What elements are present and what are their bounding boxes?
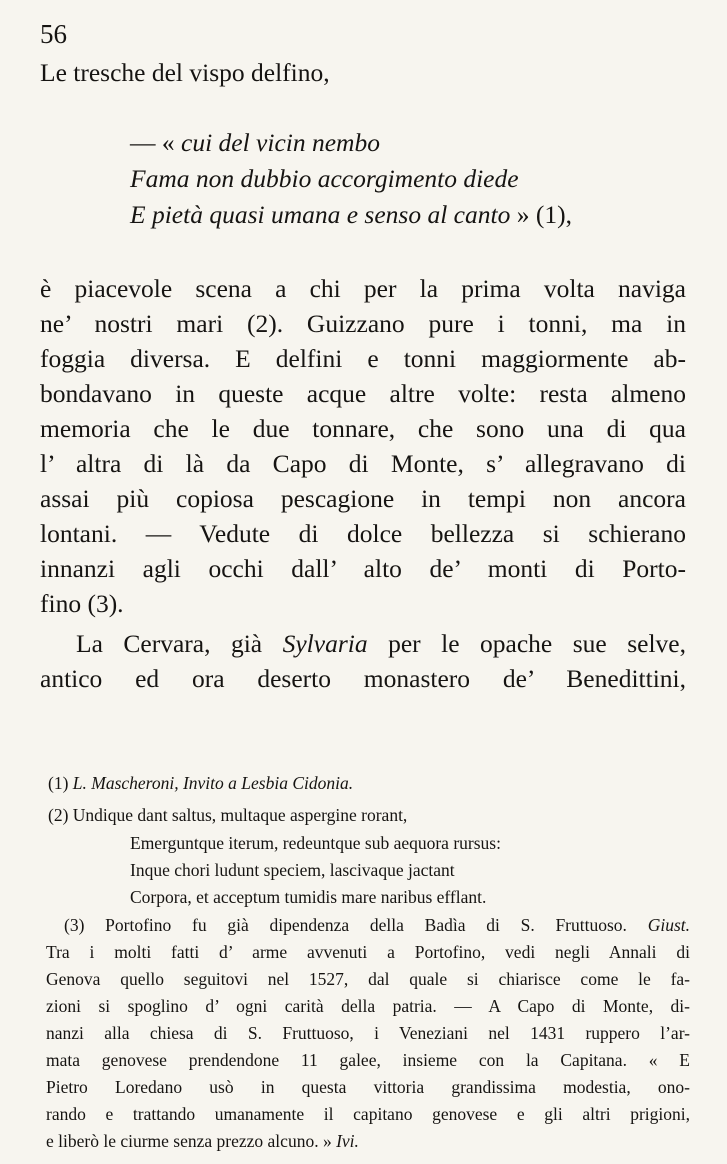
- footnote-line: [46, 1128, 359, 1154]
- verse-line: [130, 126, 380, 160]
- verse-text: cui del vicin nembo: [181, 128, 380, 157]
- verse-text: E pietà quasi umana e senso al canto: [130, 200, 511, 229]
- footnote-text: L. Mascheroni, Invito a Lesbia Cidonia.: [72, 773, 354, 793]
- footnote-citation: Ivi.: [336, 1131, 359, 1151]
- footnote-line: Genova quello seguitovi nel 1527, dal quale si chiarisce come le fa-: [46, 969, 690, 989]
- footnote-verse: Inque chori ludunt speciem, lascivaque jactant: [130, 860, 455, 880]
- footnote-line: nanzi alla chiesa di S. Fruttuoso, i Veneziani nel 1431 ruppero l’ar-: [46, 1023, 690, 1043]
- text-line: fino (3).: [40, 589, 124, 618]
- text-line: memoria che le due tonnare, che sono una di qua: [40, 414, 686, 443]
- text-span: per le opache sue selve,: [367, 629, 686, 658]
- footnote-verse: Undique dant saltus, multaque aspergine rorant,: [72, 805, 408, 825]
- footnote-text: e liberò le ciurme senza prezzo alcuno. »: [46, 1131, 337, 1151]
- footnote-1: [48, 770, 353, 796]
- text-line: innanzi agli occhi dall’ alto de’ monti di Porto-: [40, 554, 686, 583]
- footnote-line: rando e trattando umanamente il capitano genovese e gli altri prigioni,: [46, 1104, 690, 1124]
- text-line: assai più copiosa pescagione in tempi non ancora: [40, 484, 686, 513]
- text-line: ne’ nostri mari (2). Guizzano pure i tonni, ma in: [40, 309, 686, 338]
- footnote-label: (2): [48, 805, 73, 825]
- text-line: bondavano in queste acque altre volte: resta almeno: [40, 379, 686, 408]
- text-line: l’ altra di là da Capo di Monte, s’ allegravano di: [40, 449, 686, 478]
- verse-quote-close: » (1),: [510, 200, 572, 229]
- text-line: lontani. — Vedute di dolce bellezza si schierano: [40, 519, 686, 548]
- footnote-line: zioni si spoglino d’ ogni carità della patria. — A Capo di Monte, di-: [46, 996, 690, 1016]
- footnote-line: Pietro Loredano usò in questa vittoria grandissima modestia, ono-: [46, 1077, 690, 1097]
- text-span: La Cervara, già: [76, 629, 283, 658]
- text-line: antico ed ora deserto monastero de’ Benedittini,: [40, 664, 686, 693]
- footnote-verse: Emerguntque iterum, redeuntque sub aequora rursus:: [130, 833, 501, 853]
- verse-quote-open: — «: [130, 128, 181, 157]
- text-line: [76, 627, 686, 661]
- text-line: Le tresche del vispo delfino,: [40, 58, 330, 87]
- footnote-citation: Giust.: [647, 915, 690, 935]
- footnote-line: Tra i molti fatti d’ arme avvenuti a Portofino, vedi negli Annali di: [46, 942, 690, 962]
- footnote-label: (1): [48, 773, 73, 793]
- verse-line: Fama non dubbio accorgimento diede: [130, 164, 519, 193]
- footnote-3: [64, 912, 690, 938]
- footnote-verse: Corpora, et acceptum tumidis mare naribus efflant.: [130, 887, 487, 907]
- page-number: 56: [40, 19, 67, 49]
- text-line: foggia diversa. E delfini e tonni maggiormente ab-: [40, 344, 686, 373]
- verse-line: [130, 198, 572, 232]
- text-line: è piacevole scena a chi per la prima volta naviga: [40, 274, 686, 303]
- footnote-text: (3) Portofino fu già dipendenza della Badìa di S. Fruttuoso.: [64, 915, 648, 935]
- text-italic: Sylvaria: [282, 629, 368, 658]
- footnote-line: mata genovese prendendone 11 galee, insieme con la Capitana. « E: [46, 1050, 690, 1070]
- footnote-2: [48, 802, 407, 828]
